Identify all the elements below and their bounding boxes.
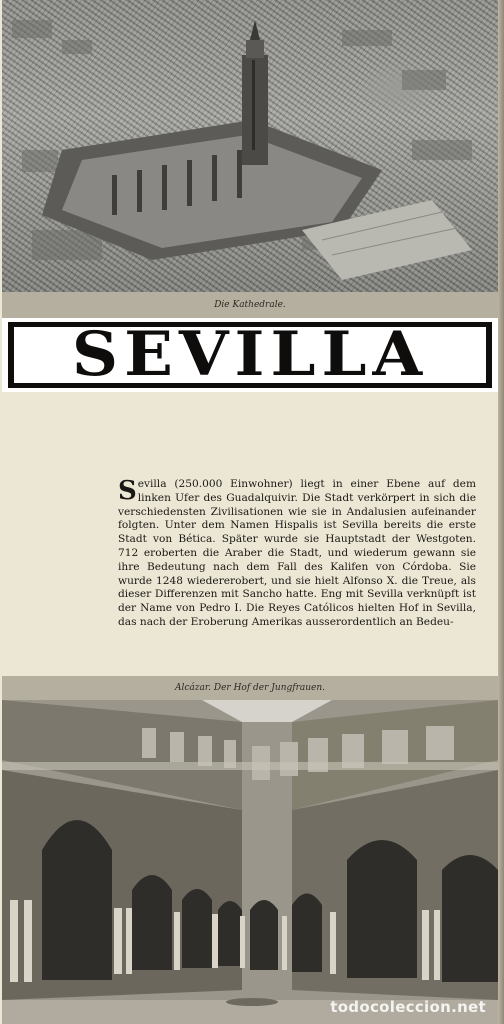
body-paragraph xyxy=(118,478,476,630)
city-title: SEVILLA xyxy=(71,318,429,391)
body-text: evilla (250.000 Einwohner) liegt in einer Ebene auf dem linken Ufer des Guadalquivir. Die Stadt verkörpert in sich die verschiedensten Zivilisationen wie sie in Andalusien aufeinander folgten. Unter dem Namen Hispalis ist Sevilla bereits die erste Stadt von Bética. Später wurde sie Hauptstadt der Westgoten. 712 eroberten die Araber die Stadt, und wiederum gewann sie ihre Bedeutung nach dem Fall des Kalifen von Córdoba. Sie wurde 1248 wiedererobert, und sie hielt Alfonso X. die Treue, als dieser Differenzen mit Sancho hatte. Eng mit Sevilla verknüpft ist der Name von Pedro I. Die Reyes Católicos hielten Hof in Sevilla, das nach der Eroberung Amerikas ausserordentlich an Bedeu- xyxy=(118,478,476,628)
bottom-photo-caption: Alcázar. Der Hof der Jungfrauen. xyxy=(2,676,498,700)
alcazar-courtyard-photo xyxy=(2,700,498,1024)
cathedral-illustration xyxy=(2,0,498,292)
title-frame xyxy=(8,318,492,391)
text-panel xyxy=(2,392,498,676)
cathedral-aerial-photo xyxy=(2,0,498,292)
watermark-text: todocoleccion.net xyxy=(330,998,486,1016)
drop-cap: S xyxy=(118,476,137,506)
courtyard-illustration xyxy=(2,700,498,1024)
title-band xyxy=(2,318,498,392)
top-photo-caption: Die Kathedrale. xyxy=(2,292,498,318)
page-edge xyxy=(498,0,504,1024)
